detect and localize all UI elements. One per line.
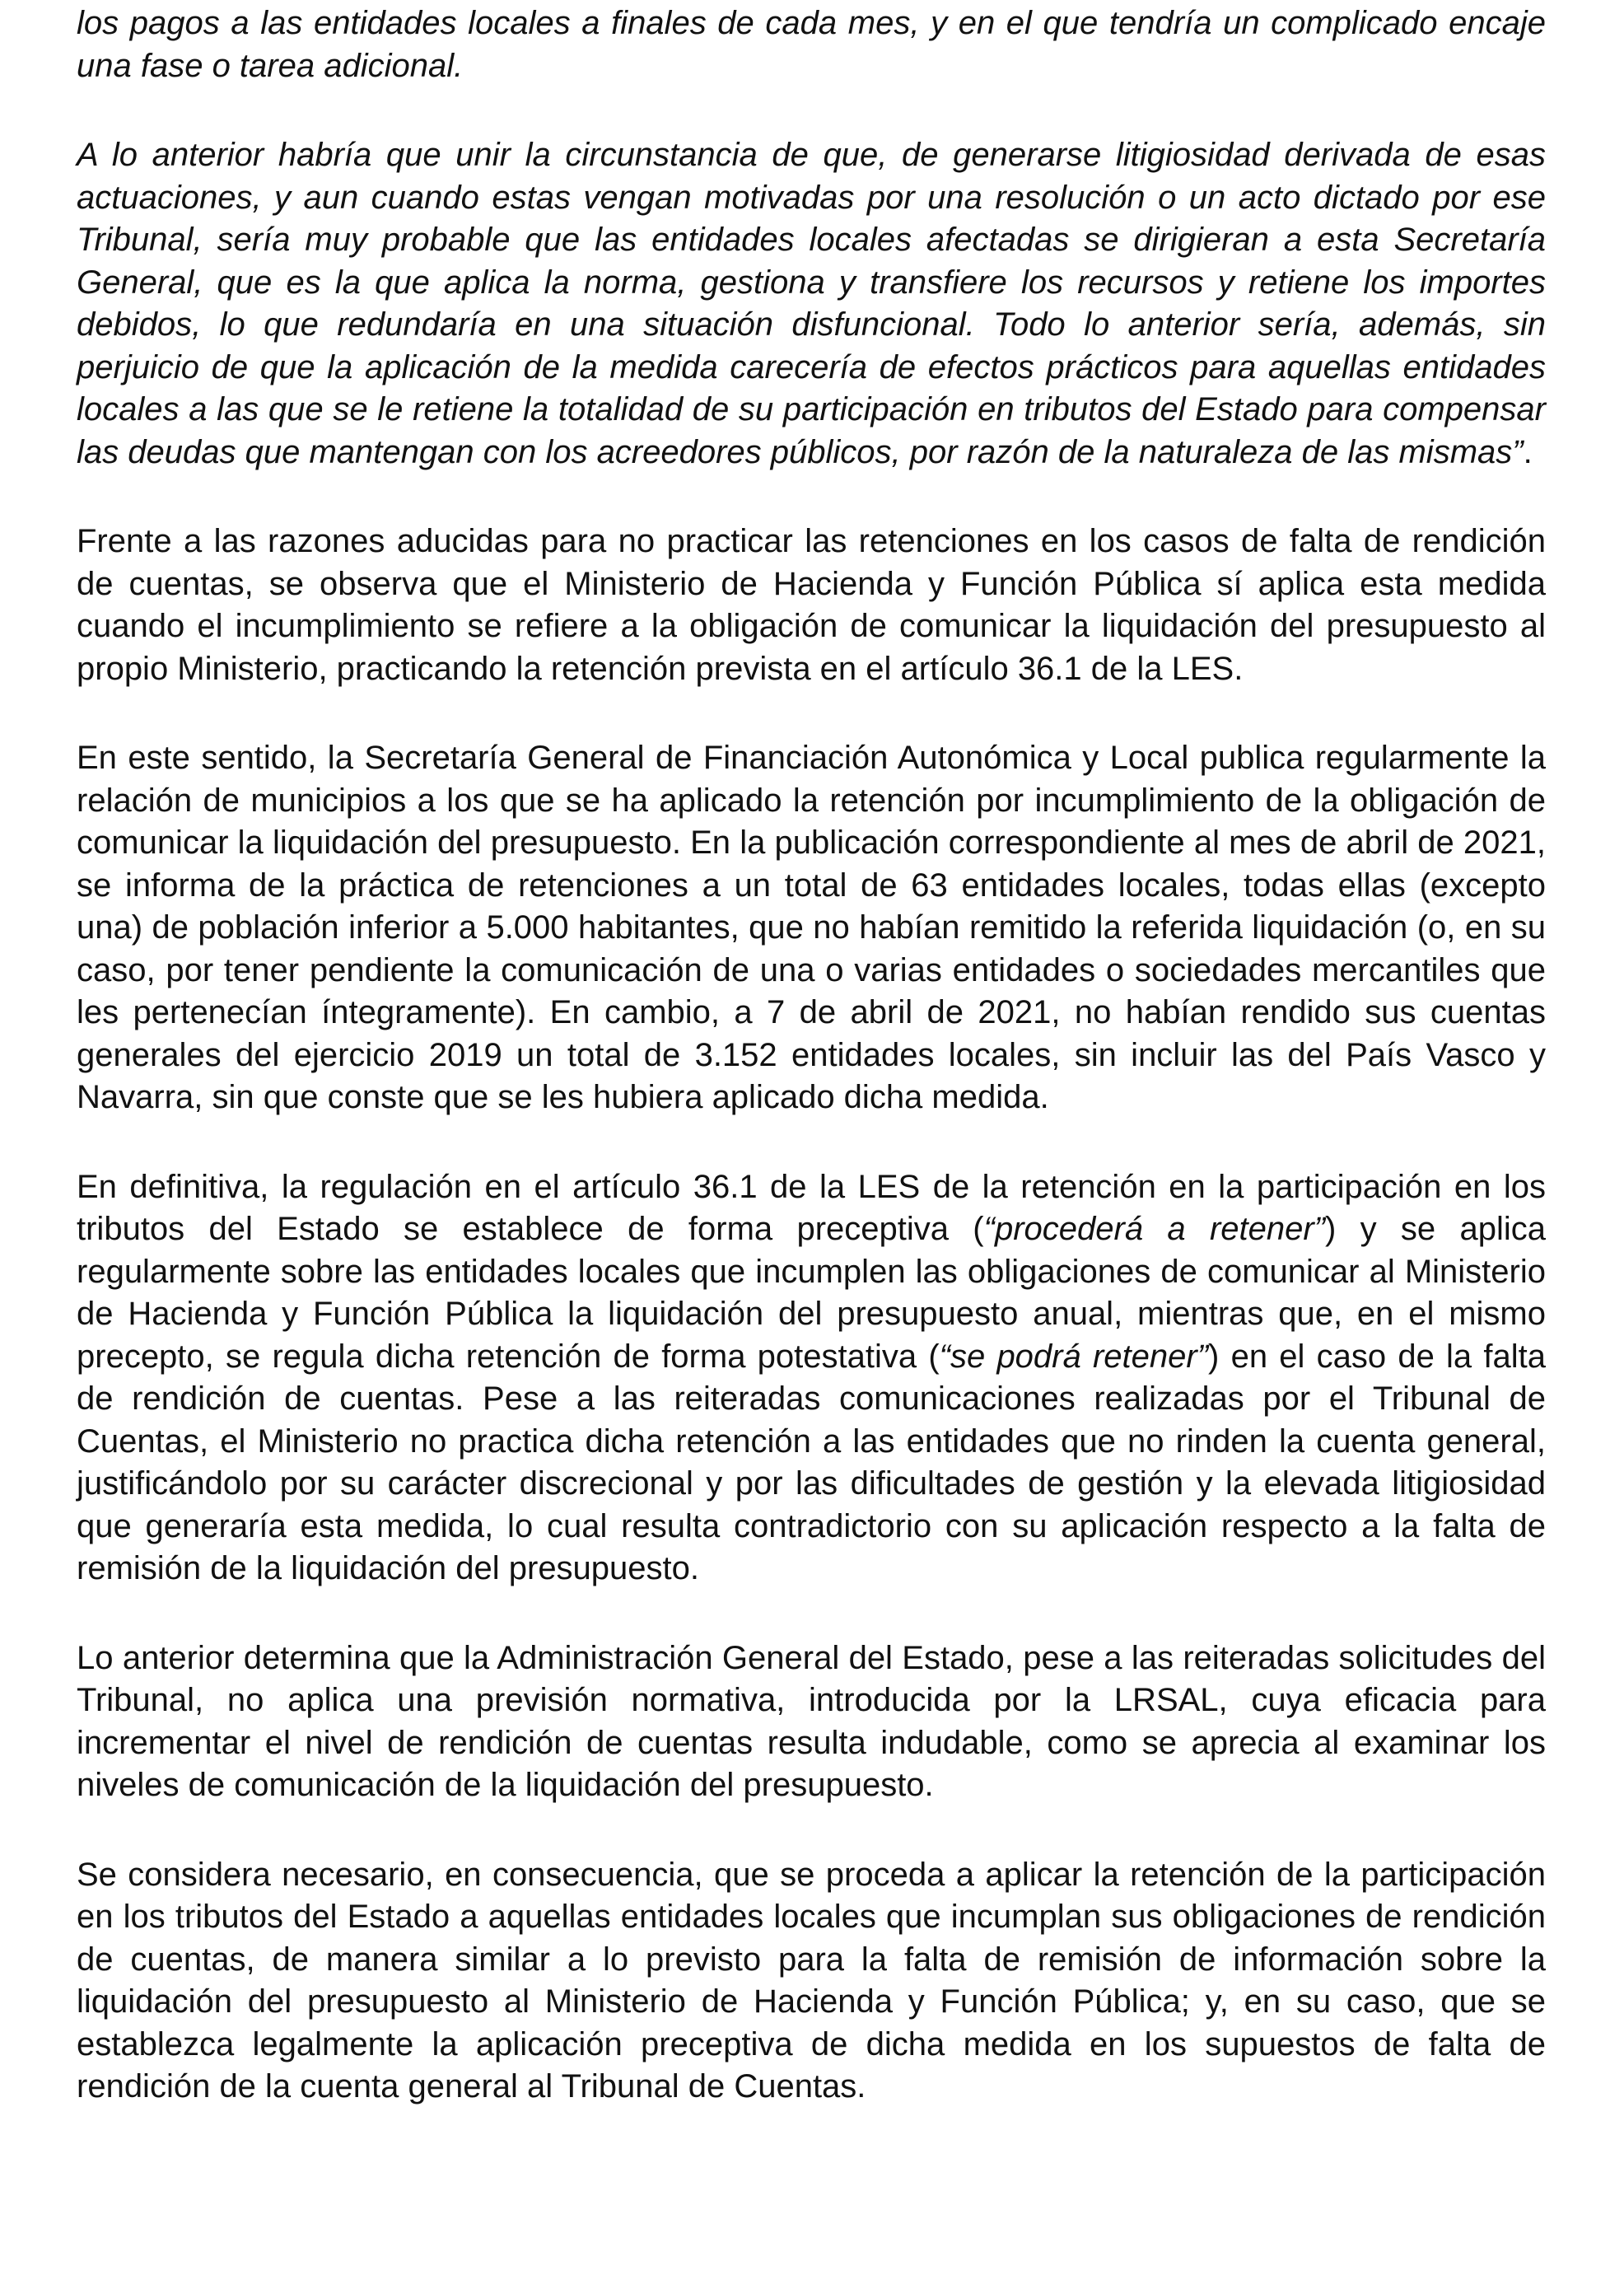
paragraph-text: ) en el caso de la falta de rendición de cuentas. Pese a las reiteradas comunicaciones realizadas por el Tribunal de Cuentas, el Ministerio no practica dicha retención a las entidades que no rinden la cuenta general, justificándolo por su carácter discrecional y por las dificultades de gestión y la elevada litigiosidad que generaría esta medida, lo cual resulta contradictorio con su aplicación respecto a la falta de remisión de la liquidación del presupuesto. (77, 1338, 1547, 1586)
paragraph-text: Lo anterior determina que la Administración General del Estado, pese a las reiteradas solicitudes del Tribunal, no aplica una previsión normativa, introducida por la LRSAL, cuya eficacia para incrementar el nivel de rendición de cuentas resulta indudable, como se aprecia al examinar los niveles de comunicación de la liquidación del presupuesto. (77, 1639, 1546, 1803)
paragraph-retention-reasons (77, 521, 1546, 690)
paragraph-en-definitiva (77, 1166, 1546, 1591)
paragraph-secretaria-general (77, 737, 1546, 1119)
paragraph-text: En este sentido, la Secretaría General de Financiación Autonómica y Local publica regularmente la relación de municipios a los que se ha aplicado la retención por incumplimiento de la obligación de comunicar la liquidación del presupuesto. En la publicación correspondiente al mes de abril de 2021, se informa de la práctica de retenciones a un total de 63 entidades locales, todas ellas (excepto una) de población inferior a 5.000 habitantes, que no habían remitido la referida liquidación (o, en su caso, por tener pendiente la comunicación de una o varias entidades o sociedades mercantiles que les pertenecían íntegramente). En cambio, a 7 de abril de 2021, no habían rendido sus cuentas generales del ejercicio 2019 un total de 3.152 entidades locales, sin incluir las del País Vasco y Navarra, sin que conste que se les hubiera aplicado dicha medida. (77, 740, 1546, 1115)
paragraph-text: Se considera necesario, en consecuencia, que se proceda a aplicar la retención de la participación en los tributos del Estado a aquellas entidades locales que incumplan sus obligaciones de rendición de cuentas, de manera similar a lo previsto para la falta de remisión de información sobre la liquidación del presupuesto al Ministerio de Hacienda y Función Pública; y, en su caso, que se establezca legalmente la aplicación preceptiva de dicha medida en los supuestos de falta de rendición de la cuenta general al Tribunal de Cuentas. (77, 1856, 1546, 2104)
paragraph-quote-litigation (77, 134, 1546, 474)
quote-text: los pagos a las entidades locales a finales de cada mes, y en el que tendría un complicado encaje una fase o tarea adicional. (77, 5, 1546, 84)
quote-text: A lo anterior habría que unir la circunstancia de que, de generarse litigiosidad derivada de esas actuaciones, y aun cuando estas vengan motivadas por una resolución o un acto dictado por ese Tribunal, sería muy probable que las entidades locales afectadas se dirigieran a esta Secretaría General, que es la que aplica la norma, gestiona y transfiere los recursos y retiene los importes debidos, lo que redundaría en una situación disfuncional. Todo lo anterior sería, además, sin perjuicio de que la aplicación de la medida carecería de efectos prácticos para aquellas entidades locales a las que se le retiene la totalidad de su participación en tributos del Estado para compensar las deudas que mantengan con los acreedores públicos, por razón de la naturaleza de las mismas” (77, 137, 1546, 470)
paragraph-quote-continuation (77, 2, 1546, 87)
paragraph-conclusion (77, 1854, 1546, 2109)
emphasis-se-podra-retener: “se podrá retener” (939, 1338, 1209, 1375)
emphasis-procedera-a-retener: “procederá a retener” (983, 1211, 1325, 1247)
quote-end-period: . (1523, 433, 1533, 470)
document-page (0, 2, 1624, 2289)
paragraph-lo-anterior (77, 1637, 1546, 1807)
paragraph-text: ) y se aplica regularmente sobre las entidades locales que incumplen las obligaciones de comunicar al Ministerio de Hacienda y Función Pública la liquidación del presupuesto anual, mientras que, en el mismo precepto, se regula dicha retención de forma potestativa ( (77, 1211, 1547, 1375)
paragraph-text: En definitiva, la regulación en el artículo 36.1 de la LES de la retención en la participación en los tributos del Estado se establece de forma preceptiva ( (77, 1168, 1546, 1247)
paragraph-text: Frente a las razones aducidas para no practicar las retenciones en los casos de falta de rendición de cuentas, se observa que el Ministerio de Hacienda y Función Pública sí aplica esta medida cuando el incumplimiento se refiere a la obligación de comunicar la liquidación del presupuesto al propio Ministerio, practicando la retención prevista en el artículo 36.1 de la LES. (77, 523, 1546, 687)
